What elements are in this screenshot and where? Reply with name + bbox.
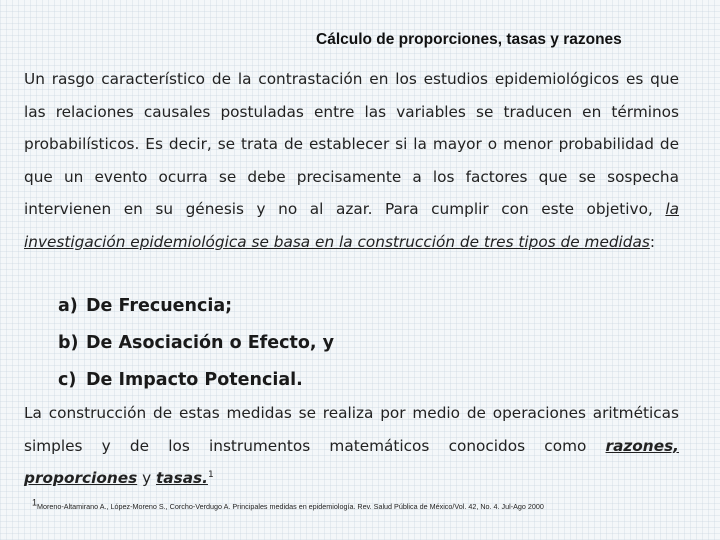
term-tasas: tasas.: [155, 469, 208, 488]
intro-underlined-text: la investigación epidemiológica se basa en la construcción de tres tipos de medidas: [24, 200, 679, 251]
footnote-text: Moreno-Altamirano A., López-Moreno S., Corcho-Verdugo A. Principales medidas en epidemiología. Rev. Salud Pública de México/Vol. 42, No. 4. Jul-Ago 2000: [37, 502, 544, 511]
term-razones-proporciones: razones, proporciones: [24, 436, 679, 488]
list-label: De Frecuencia;: [86, 296, 233, 316]
intro-text: Un rasgo característico de la contrastación en los estudios epidemiológicos es que las relaciones causales postuladas entre las variables se traducen en términos probabilísticos. Es decir, se trata de establecer si la mayor o menor probabilidad de que un evento ocurra se debe precisamente a los factores que se sospecha intervienen en su génesis y no al azar. Para cumplir con este objetivo,: [24, 70, 679, 219]
list-marker: a): [58, 296, 78, 316]
footnote-reference: 1: [207, 470, 214, 481]
construction-text: La construcción de estas medidas se realiza por medio de operaciones aritméticas simples y de los instrumentos matemáticos conocidos como: [24, 404, 679, 455]
term-connector: y: [137, 469, 156, 488]
list-label: De Asociación o Efecto, y: [86, 333, 335, 353]
list-label: De Impacto Potencial.: [86, 370, 303, 390]
list-item: [58, 325, 334, 362]
intro-paragraph: [24, 63, 679, 259]
list-item: [58, 362, 334, 399]
footnote: [32, 497, 682, 511]
intro-end: :: [649, 232, 656, 251]
footnote-number: 1: [32, 497, 38, 508]
list-marker: c): [58, 370, 77, 390]
list-marker: b): [58, 333, 79, 353]
construction-paragraph: [24, 397, 679, 495]
measures-list: [58, 288, 334, 399]
list-item: [58, 288, 334, 325]
slide-title: Cálculo de proporciones, tasas y razones: [316, 31, 622, 48]
